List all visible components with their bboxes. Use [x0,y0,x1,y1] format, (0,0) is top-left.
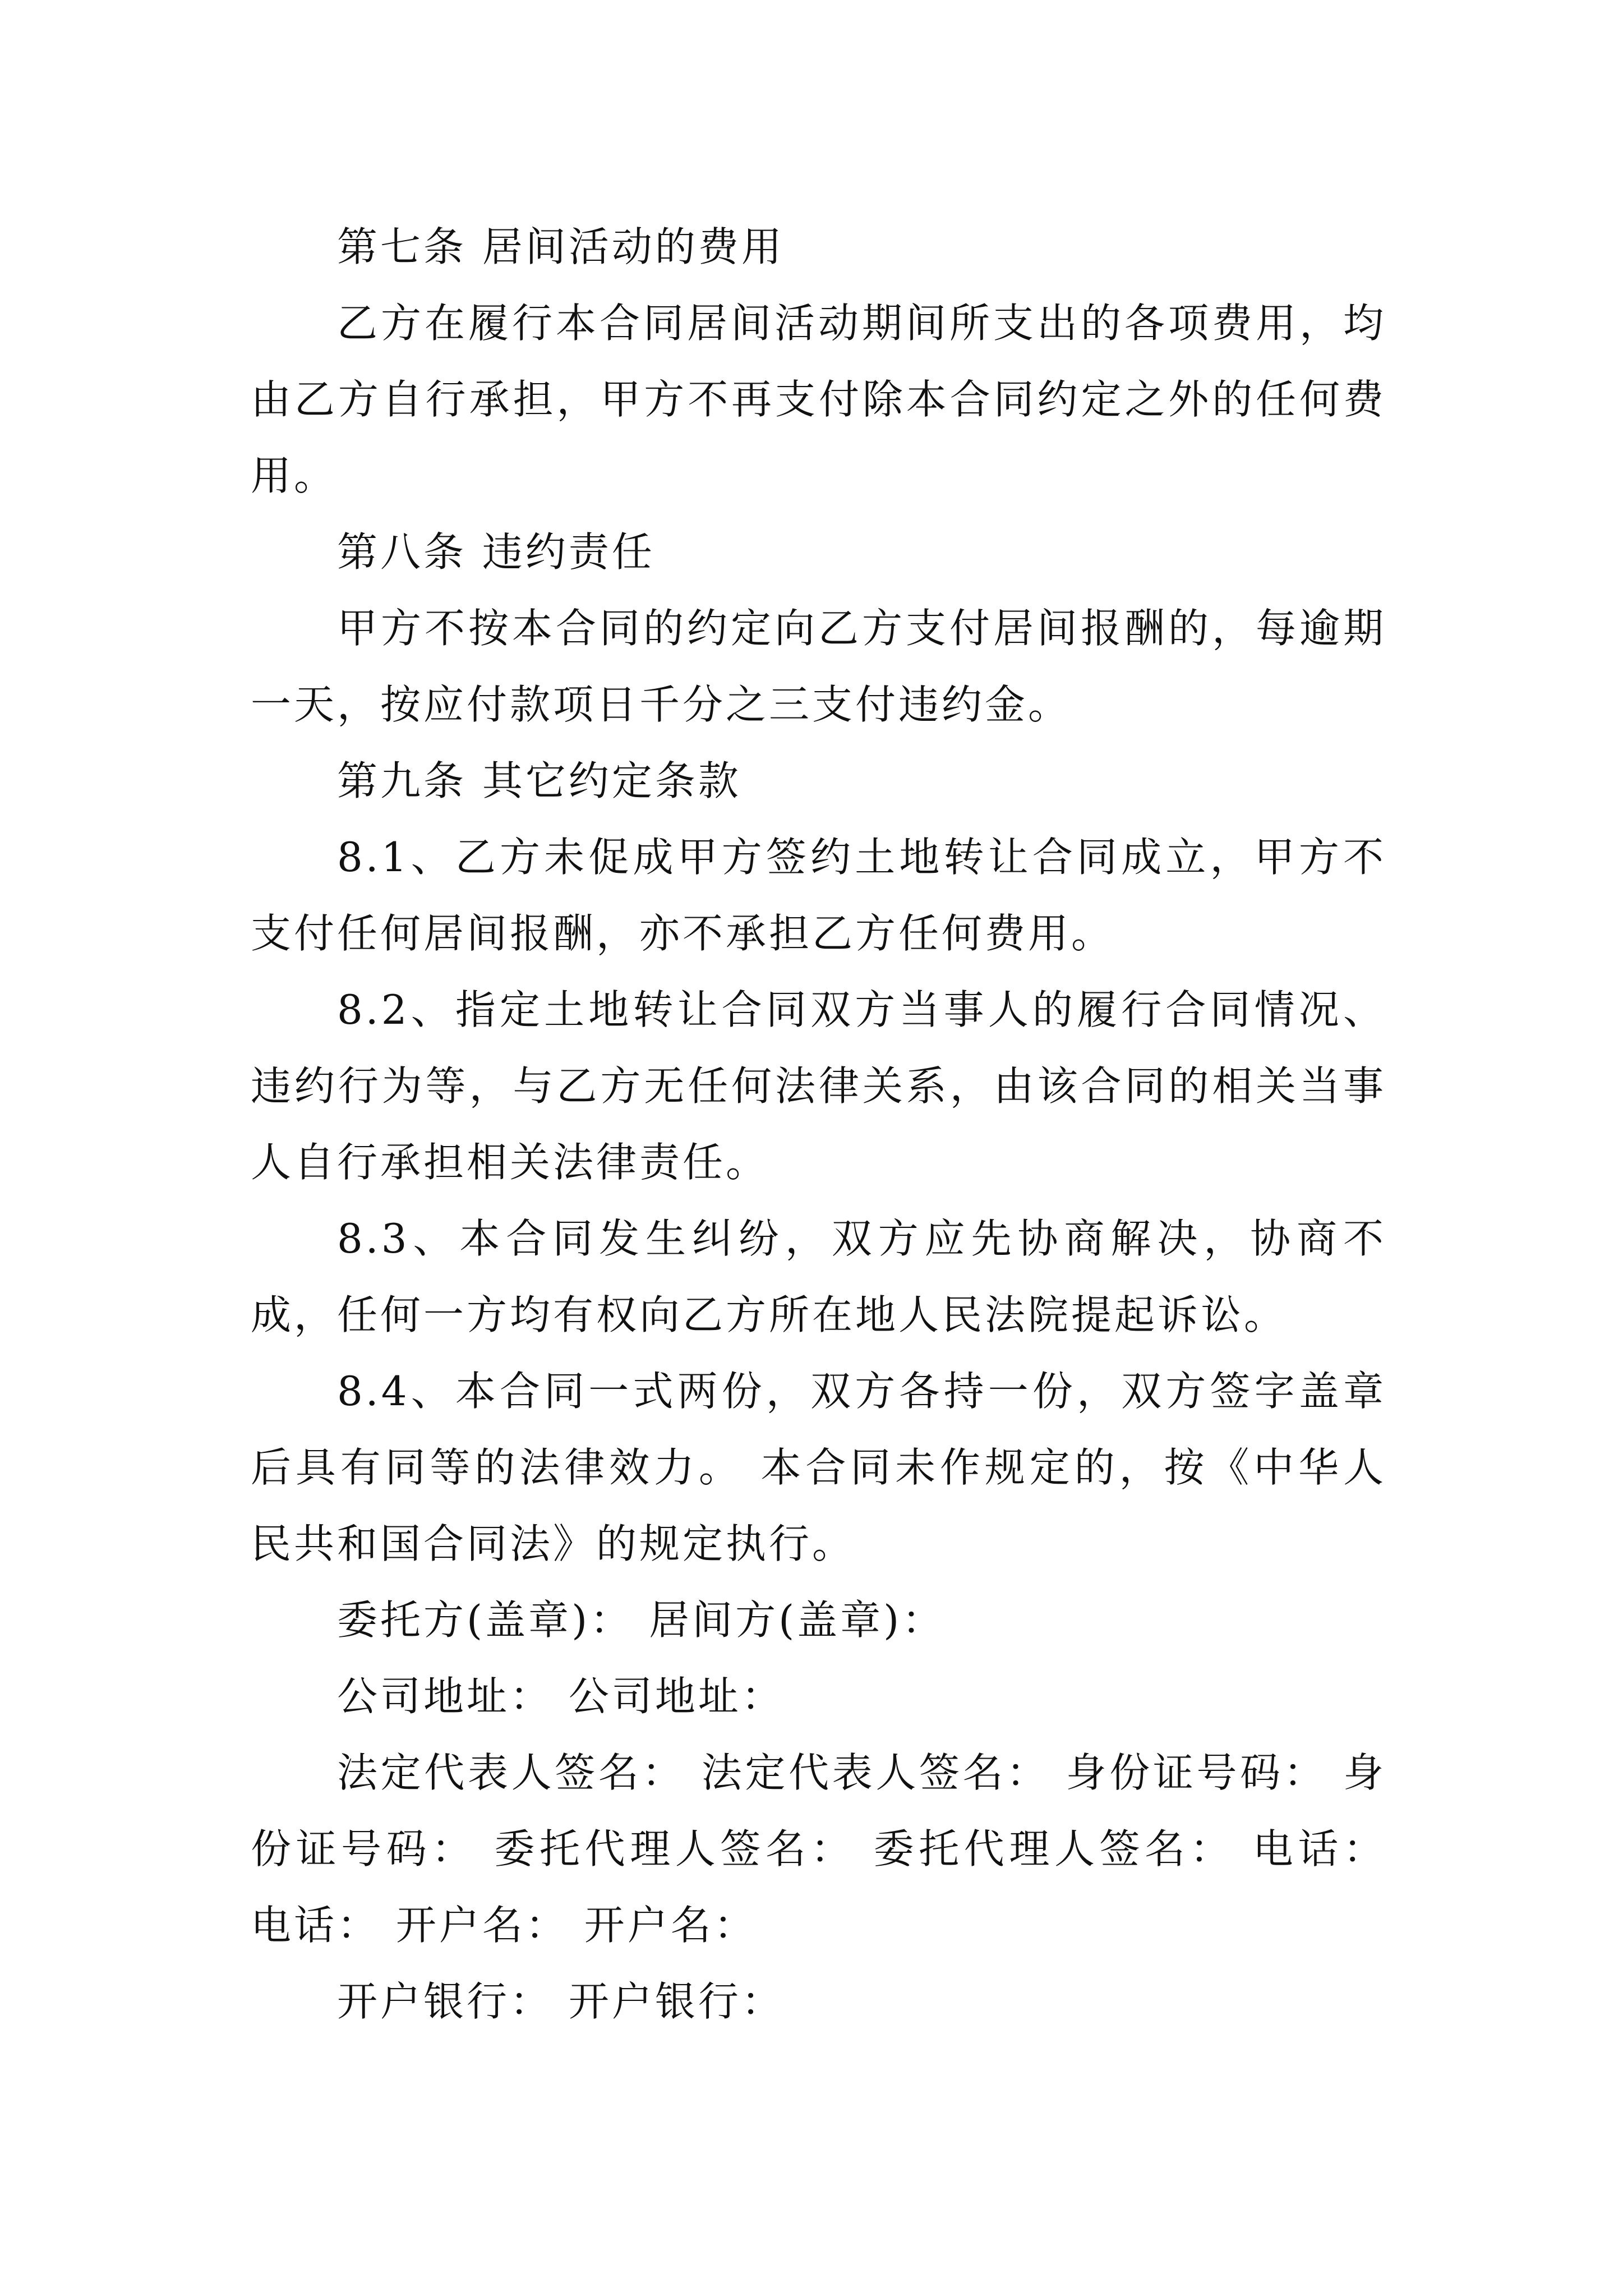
clause-8-2: 8.2、指定土地转让合同双方当事人的履行合同情况、违约行为等，与乙方无任何法律关系，由该合同的相关当事人自行承担相关法律责任。 [251,986,1386,1186]
article-8-body: 甲方不按本合同的约定向乙方支付居间报酬的，每逾期一天，按应付款项日千分之三支付违约金。 [251,605,1386,728]
article-7-heading: 第七条 居间活动的费用 [337,223,785,270]
document-body [251,209,1386,2040]
signature-representative-block: 法定代表人签名： 法定代表人签名： 身份证号码： 身份证号码： 委托代理人签名： 委托代理人签名： 电话： 电话： 开户名： 开户名： [251,1749,1386,1949]
article-9-heading: 第九条 其它约定条款 [337,757,741,804]
signature-bank-line: 开户银行： 开户银行： [337,1978,785,2025]
clause-8-1: 8.1、乙方未促成甲方签约土地转让合同成立，甲方不支付任何居间报酬，亦不承担乙方任何费用。 [251,834,1386,957]
signature-parties-line: 委托方(盖章)： 居间方(盖章)： [337,1596,946,1644]
signature-address-line: 公司地址： 公司地址： [337,1673,785,1720]
article-8-heading: 第八条 违约责任 [337,528,655,576]
clause-8-4: 8.4、本合同一式两份，双方各持一份，双方签字盖章后具有同等的法律效力。 本合同未作规定的，按《中华人民共和国合同法》的规定执行。 [251,1368,1386,1567]
article-7-body: 乙方在履行本合同居间活动期间所支出的各项费用，均由乙方自行承担，甲方不再支付除本合同约定之外的任何费用。 [251,300,1386,499]
clause-8-3: 8.3、本合同发生纠纷，双方应先协商解决，协商不成，任何一方均有权向乙方所在地人民法院提起诉讼。 [251,1215,1386,1338]
